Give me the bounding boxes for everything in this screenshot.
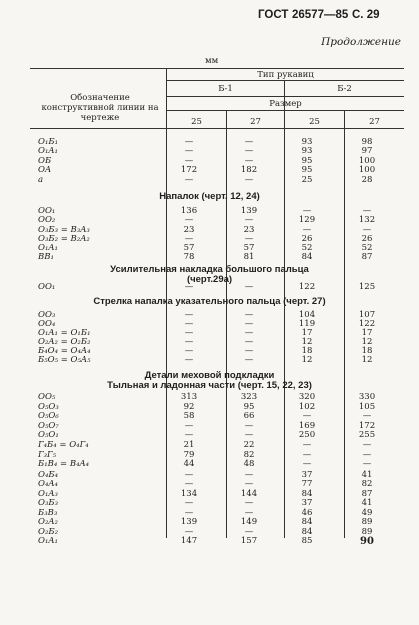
row-cell: —	[244, 479, 254, 489]
rule-top	[30, 68, 404, 69]
row-cell: 129	[298, 215, 316, 225]
row-label: O₃Б₃ = B₃A₃	[38, 225, 90, 235]
row-cell: —	[244, 498, 254, 508]
row-cell: 26	[361, 234, 373, 244]
row-cell: 125	[358, 282, 376, 292]
table-row	[0, 499, 419, 508]
row-label: BB₁	[38, 252, 54, 262]
row-cell: 172	[180, 165, 198, 175]
row-label: Б₅O₅ = O₅A₅	[38, 355, 91, 365]
row-cell: 58	[183, 411, 195, 421]
row-cell: 182	[240, 165, 258, 175]
row-label: OO₁	[38, 206, 56, 216]
row-cell: 144	[240, 489, 258, 499]
row-cell: —	[184, 355, 194, 365]
row-cell: —	[184, 310, 194, 320]
rule-size	[167, 110, 404, 111]
row-label: O₂A₂	[38, 517, 58, 527]
table-row	[0, 207, 419, 216]
row-label: O₅O₇	[38, 421, 59, 431]
size-col-1: 25	[191, 117, 202, 127]
row-label: O₁A₃	[38, 489, 58, 499]
row-cell: 23	[183, 225, 195, 235]
row-cell: 18	[361, 346, 373, 356]
row-cell: —	[244, 137, 254, 147]
row-cell: —	[184, 337, 194, 347]
table-row	[0, 176, 419, 185]
row-cell: 104	[298, 310, 316, 320]
row-cell: 18	[301, 346, 313, 356]
rule-header-bottom	[30, 128, 404, 129]
size-header: Размер	[269, 99, 302, 109]
row-cell: 97	[361, 146, 373, 156]
table-row	[0, 356, 419, 365]
row-cell: —	[244, 337, 254, 347]
row-cell: —	[184, 346, 194, 356]
table-row	[0, 518, 419, 527]
row-label: OБ	[38, 156, 52, 166]
section-heading: (черт.29а)	[186, 274, 233, 285]
row-cell: 82	[361, 479, 373, 489]
row-label: OO₄	[38, 319, 56, 329]
row-cell: —	[362, 459, 372, 469]
row-cell: —	[184, 470, 194, 480]
row-cell: 77	[301, 479, 313, 489]
row-cell: —	[184, 137, 194, 147]
row-cell: 48	[243, 459, 255, 469]
row-cell: 21	[183, 440, 195, 450]
row-label: O₂Б₂	[38, 527, 59, 537]
row-label: O₃Б₃	[38, 498, 59, 508]
row-cell: —	[184, 234, 194, 244]
table-row	[0, 509, 419, 518]
row-cell: 26	[301, 234, 313, 244]
row-cell: 105	[358, 402, 376, 412]
row-cell: —	[184, 215, 194, 225]
table-row	[0, 253, 419, 262]
row-cell: —	[362, 206, 372, 216]
row-cell: 87	[361, 489, 373, 499]
row-cell: —	[244, 527, 254, 537]
row-cell: —	[302, 206, 312, 216]
row-cell: —	[244, 234, 254, 244]
row-label: OO₂	[38, 215, 56, 225]
row-cell: 250	[298, 430, 316, 440]
table-row	[0, 393, 419, 402]
table-row	[0, 422, 419, 431]
row-cell: —	[244, 328, 254, 338]
rule-type	[167, 80, 404, 81]
row-cell: 37	[301, 470, 313, 480]
row-cell: 139	[180, 517, 198, 527]
row-label: OO₅	[38, 392, 56, 402]
row-label: Б₁B₄ = B₄A₄	[38, 459, 90, 469]
row-cell: 93	[301, 146, 313, 156]
row-cell: 52	[301, 243, 313, 253]
row-cell: —	[244, 156, 254, 166]
row-cell: 122	[298, 282, 316, 292]
row-cell: 49	[361, 508, 373, 518]
row-cell: 37	[301, 498, 313, 508]
row-cell: 89	[361, 517, 373, 527]
glove-type-header: Тип рукавиц	[257, 70, 314, 80]
row-cell: —	[302, 450, 312, 460]
row-cell: 169	[298, 421, 316, 431]
row-cell: —	[244, 355, 254, 365]
row-cell: 119	[298, 319, 316, 329]
row-cell: —	[244, 215, 254, 225]
row-cell: 149	[240, 517, 258, 527]
section-heading: Стрелка напалка указательного пальца (черт. 27)	[93, 296, 326, 307]
size-col-4: 27	[369, 117, 380, 127]
row-cell: —	[244, 421, 254, 431]
row-cell: 122	[358, 319, 376, 329]
standard-label: ГОСТ	[258, 9, 289, 21]
row-cell: 12	[301, 355, 313, 365]
row-label: O₂A₂ = O₂Б₂	[38, 337, 91, 347]
row-cell: 79	[183, 450, 195, 460]
row-label: O₅O₆	[38, 411, 59, 421]
row-label: Г₃Г₅	[38, 450, 57, 460]
row-label: OO₁	[38, 282, 56, 292]
units-label: мм	[205, 56, 219, 66]
row-cell: 12	[301, 337, 313, 347]
row-cell: 95	[301, 165, 313, 175]
size-col-3: 25	[309, 117, 320, 127]
row-cell: —	[302, 440, 312, 450]
rule-variant	[167, 96, 404, 97]
row-cell: —	[184, 421, 194, 431]
table-row	[0, 431, 419, 440]
row-cell: 320	[298, 392, 316, 402]
row-cell: 12	[361, 355, 373, 365]
row-cell: 17	[301, 328, 313, 338]
row-cell: 28	[361, 175, 373, 185]
row-cell: 93	[301, 137, 313, 147]
section-heading: Тыльная и ладонная части (черт. 15, 22, 23)	[107, 380, 312, 391]
row-cell: —	[302, 459, 312, 469]
type-b2-header: Б-2	[337, 84, 352, 94]
standard-number: 26577—85	[292, 9, 349, 21]
row-cell: —	[184, 498, 194, 508]
row-cell: 25	[301, 175, 313, 185]
row-cell: —	[244, 319, 254, 329]
row-label: O₁Б₁	[38, 137, 59, 147]
row-cell: 100	[358, 165, 376, 175]
row-cell: 172	[358, 421, 376, 431]
row-cell: 134	[180, 489, 198, 499]
table-row	[0, 283, 419, 292]
section-heading: Напалок (черт. 12, 24)	[159, 191, 260, 202]
table-row	[0, 157, 419, 166]
table-row	[0, 147, 419, 156]
row-cell: 81	[243, 252, 255, 262]
table-row	[0, 216, 419, 225]
row-cell: 84	[301, 527, 313, 537]
row-label: O₄A₄	[38, 479, 58, 489]
row-cell: 52	[361, 243, 373, 253]
table-row	[0, 244, 419, 253]
row-label: O₅O₃	[38, 402, 59, 412]
continuation-note: Продолжение	[321, 36, 401, 48]
row-cell: 41	[361, 470, 373, 480]
table-row	[0, 460, 419, 469]
row-cell: 57	[243, 243, 255, 253]
table-row	[0, 480, 419, 489]
section-heading: Усилительная накладка большого пальца	[110, 264, 309, 275]
row-label: O₄Б₄	[38, 470, 59, 480]
row-cell: 330	[358, 392, 376, 402]
row-cell: 46	[301, 508, 313, 518]
row-cell: 89	[361, 527, 373, 537]
table-row	[0, 441, 419, 450]
row-cell: —	[302, 225, 312, 235]
row-cell: 57	[183, 243, 195, 253]
row-cell: 147	[180, 536, 198, 546]
row-cell: —	[184, 156, 194, 166]
row-label: O₁A₁ = O₁Б₁	[38, 328, 91, 338]
row-label: Б₃B₃	[38, 508, 58, 518]
table-row	[0, 537, 419, 546]
row-cell: —	[184, 146, 194, 156]
table-row	[0, 235, 419, 244]
row-cell: 23	[243, 225, 255, 235]
row-cell: —	[184, 430, 194, 440]
row-cell: 157	[240, 536, 258, 546]
row-cell: —	[244, 310, 254, 320]
row-cell: —	[184, 282, 194, 292]
row-cell: —	[244, 508, 254, 518]
designation-header: Обозначение конструктивной линии на чертеже	[41, 93, 159, 123]
table-row	[0, 412, 419, 421]
row-cell: —	[362, 225, 372, 235]
table-row	[0, 471, 419, 480]
row-cell: —	[184, 508, 194, 518]
row-cell: 313	[180, 392, 198, 402]
row-label: O₃Б₂ = B₂A₂	[38, 234, 90, 244]
row-cell: 12	[361, 337, 373, 347]
row-label: OA	[38, 165, 52, 175]
table-row	[0, 311, 419, 320]
row-label: O₅O₁	[38, 430, 59, 440]
row-cell: 92	[183, 402, 195, 412]
table-row	[0, 138, 419, 147]
row-cell: —	[244, 470, 254, 480]
row-cell: 85	[301, 536, 313, 546]
row-cell: 132	[358, 215, 376, 225]
row-cell: —	[244, 175, 254, 185]
row-cell: 22	[243, 440, 255, 450]
row-cell: —	[362, 440, 372, 450]
row-cell: 255	[358, 430, 376, 440]
section-heading: Детали меховой подкладки	[144, 370, 275, 381]
table-row	[0, 403, 419, 412]
row-cell: 107	[358, 310, 376, 320]
row-label: O₁A₁	[38, 146, 58, 156]
size-col-2: 27	[250, 117, 261, 127]
row-cell: 41	[361, 498, 373, 508]
row-label: a	[38, 175, 44, 185]
table-row	[0, 490, 419, 499]
page-number: С. 29	[352, 9, 380, 21]
row-cell: 44	[183, 459, 195, 469]
row-cell: —	[184, 328, 194, 338]
row-cell: 100	[358, 156, 376, 166]
row-cell: 84	[301, 252, 313, 262]
row-cell: —	[362, 450, 372, 460]
row-cell: 17	[361, 328, 373, 338]
row-cell: —	[244, 146, 254, 156]
row-cell: —	[244, 346, 254, 356]
row-cell: —	[184, 319, 194, 329]
row-cell: 102	[298, 402, 316, 412]
row-cell: —	[184, 479, 194, 489]
row-cell: 84	[301, 517, 313, 527]
row-cell: 136	[180, 206, 198, 216]
row-cell: 90	[360, 536, 374, 547]
row-cell: —	[362, 411, 372, 421]
table-row	[0, 166, 419, 175]
row-cell: 323	[240, 392, 258, 402]
row-cell: 139	[240, 206, 258, 216]
row-cell: 82	[243, 450, 255, 460]
table-row	[0, 528, 419, 537]
row-cell: —	[302, 411, 312, 421]
row-cell: —	[184, 175, 194, 185]
type-b1-header: Б-1	[218, 84, 233, 94]
row-cell: —	[184, 527, 194, 537]
row-label: Г₄Б₄ = O₄Г₄	[38, 440, 89, 450]
row-cell: 78	[183, 252, 195, 262]
page-header	[0, 9, 419, 23]
row-label: O₁A₁	[38, 536, 58, 546]
row-cell: 87	[361, 252, 373, 262]
row-cell: 98	[361, 137, 373, 147]
row-label: O₁A₁	[38, 243, 58, 253]
row-cell: 95	[243, 402, 255, 412]
row-cell: 84	[301, 489, 313, 499]
row-label: OO₃	[38, 310, 56, 320]
row-label: Б₄O₄ = O₄A₄	[38, 346, 91, 356]
row-cell: 95	[301, 156, 313, 166]
row-cell: —	[244, 430, 254, 440]
row-cell: 66	[243, 411, 255, 421]
row-cell: —	[244, 282, 254, 292]
